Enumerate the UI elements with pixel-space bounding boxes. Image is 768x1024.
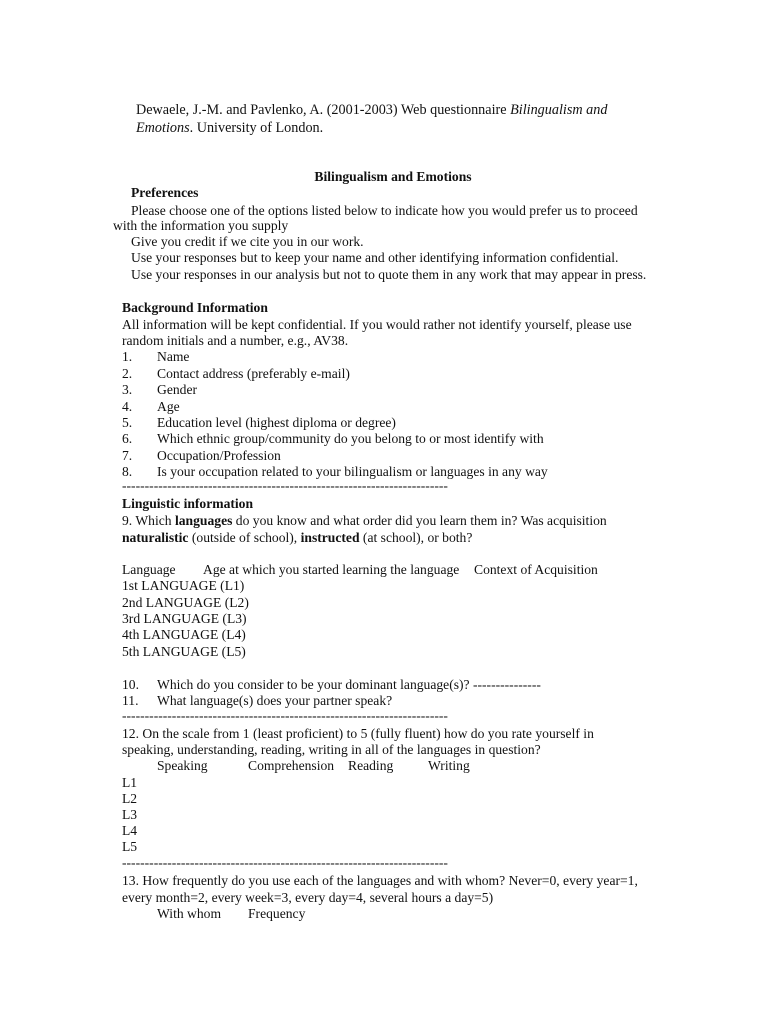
citation-line-1 (136, 101, 607, 119)
q9-bold-naturalistic: naturalistic (122, 530, 189, 545)
item-text: Occupation/Profession (157, 448, 281, 463)
q9-bold-languages: languages (174, 513, 233, 528)
preferences-heading: Preferences (131, 185, 199, 200)
column-header-comprehension: Comprehension (248, 758, 335, 773)
column-header-context: Context of Acquisition (474, 562, 598, 577)
item-text: Age (157, 399, 180, 414)
question-text: What language(s) does your partner speak? (157, 693, 393, 708)
item-text: Name (157, 349, 190, 364)
q12-line-2: speaking, understanding, reading, writing in all of the languages in question? (122, 742, 541, 757)
item-number: 6. (122, 431, 133, 446)
q12-row-l5: L5 (122, 839, 138, 854)
language-row-l5: 5th LANGUAGE (L5) (122, 644, 246, 659)
column-header-writing: Writing (428, 758, 470, 773)
language-row-l1: 1st LANGUAGE (L1) (122, 578, 245, 593)
citation-title-part2: Emotions (136, 120, 190, 136)
q9-line-2 (122, 530, 472, 546)
preference-option-credit: Give you credit if we cite you in our work. (131, 234, 364, 249)
item-number: 7. (122, 448, 133, 463)
preference-option-confidential: Use your responses but to keep your name and other identifying information confidential. (131, 250, 619, 265)
preferences-intro-line-2: with the information you supply (113, 218, 289, 233)
q12-row-l1: L1 (122, 775, 138, 790)
column-header-language: Language (122, 562, 176, 577)
citation-publisher: . University of London. (189, 120, 324, 136)
q12-row-l4: L4 (122, 823, 138, 838)
column-header-with-whom: With whom (157, 906, 222, 921)
q12-row-l2: L2 (122, 791, 138, 806)
separator: ------------------------------------------------------------------------ (122, 855, 448, 870)
background-intro-line-2: random initials and a number, e.g., AV38. (122, 333, 349, 348)
question-number: 11. (122, 693, 139, 708)
q9-line-1 (122, 513, 607, 529)
q13-line-1: 13. How frequently do you use each of the languages and with whom? Never=0, every year=1, (122, 873, 638, 888)
citation-title-part1: Bilingualism and (510, 102, 608, 118)
q9-text-a: 9. Which (122, 513, 175, 528)
item-number: 3. (122, 382, 133, 397)
q9-text-g: (at school), or both? (359, 530, 473, 545)
column-header-age: Age at which you started learning the language (203, 562, 460, 577)
document-title: Bilingualism and Emotions (314, 169, 472, 184)
q9-bold-instructed: instructed (300, 530, 360, 545)
linguistic-heading: Linguistic information (122, 496, 254, 511)
language-row-l3: 3rd LANGUAGE (L3) (122, 611, 247, 626)
item-text: Is your occupation related to your bilingualism or languages in any way (157, 464, 548, 479)
column-header-speaking: Speaking (157, 758, 208, 773)
item-number: 8. (122, 464, 133, 479)
question-number: 10. (122, 677, 139, 692)
citation (136, 101, 607, 137)
separator: ------------------------------------------------------------------------ (122, 478, 448, 493)
item-number: 4. (122, 399, 133, 414)
separator: ------------------------------------------------------------------------ (122, 708, 448, 723)
preferences-intro-line-1: Please choose one of the options listed below to indicate how you would prefer us to proceed (131, 203, 638, 218)
item-number: 5. (122, 415, 133, 430)
question-text: Which do you consider to be your dominant language(s)? --------------- (157, 677, 541, 692)
language-row-l4: 4th LANGUAGE (L4) (122, 627, 246, 642)
item-number: 2. (122, 366, 133, 381)
q9-text-c: do you know and what order did you learn them in? Was acquisition (232, 513, 607, 528)
item-text: Which ethnic group/community do you belong to or most identify with (157, 431, 544, 446)
q9-text-e: (outside of school), (188, 530, 301, 545)
item-text: Contact address (preferably e-mail) (157, 366, 350, 381)
language-row-l2: 2nd LANGUAGE (L2) (122, 595, 249, 610)
citation-line-2 (136, 119, 607, 137)
column-header-frequency: Frequency (248, 906, 306, 921)
q12-line-1: 12. On the scale from 1 (least proficient) to 5 (fully fluent) how do you rate yourself in (122, 726, 594, 741)
item-text: Education level (highest diploma or degree) (157, 415, 396, 430)
preference-option-no-quote: Use your responses in our analysis but not to quote them in any work that may appear in press. (131, 267, 647, 282)
item-number: 1. (122, 349, 133, 364)
column-header-reading: Reading (348, 758, 394, 773)
background-heading: Background Information (122, 300, 268, 315)
q12-row-l3: L3 (122, 807, 138, 822)
citation-authors: Dewaele, J.-M. and Pavlenko, A. (2001-2003) Web questionnaire (136, 102, 511, 118)
background-intro-line-1: All information will be kept confidential. If you would rather not identify yourself, please use (122, 317, 632, 332)
item-text: Gender (157, 382, 198, 397)
q13-line-2: every month=2, every week=3, every day=4, several hours a day=5) (122, 890, 494, 905)
